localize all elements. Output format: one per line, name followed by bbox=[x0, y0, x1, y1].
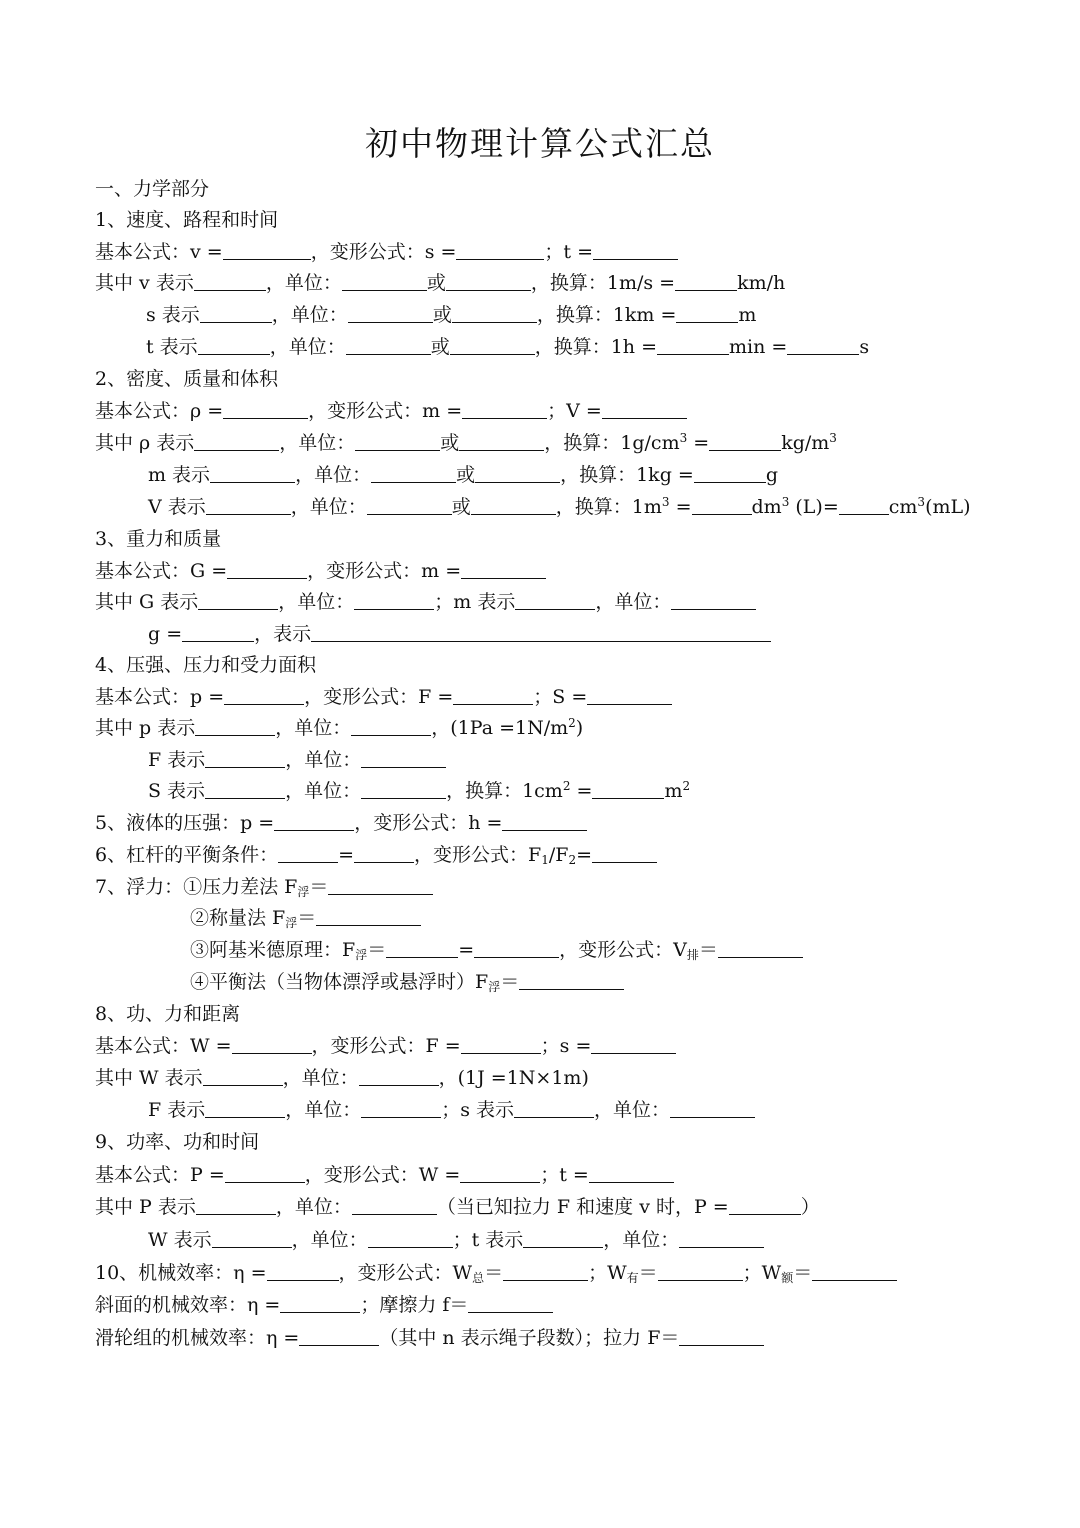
formula-text: 其中 G 表示 bbox=[95, 591, 199, 613]
formula-text: ，换算：1kg = bbox=[560, 464, 694, 486]
formula-line bbox=[148, 1225, 764, 1256]
formula-text: = bbox=[458, 939, 475, 961]
answer-blank[interactable] bbox=[355, 429, 440, 451]
formula-line bbox=[148, 776, 690, 807]
answer-blank[interactable] bbox=[587, 683, 672, 705]
formula-text: ；s = bbox=[540, 1035, 592, 1057]
formula-text: ；s 表示 bbox=[441, 1099, 515, 1121]
answer-blank[interactable] bbox=[593, 238, 678, 260]
answer-blank[interactable] bbox=[658, 1259, 743, 1281]
answer-blank[interactable] bbox=[461, 557, 546, 579]
formula-line bbox=[95, 999, 240, 1030]
formula-text: ，(1J =1N×1m) bbox=[438, 1067, 589, 1089]
superscript: 3 bbox=[917, 495, 926, 509]
superscript: 2 bbox=[682, 779, 691, 793]
formula-text: ，单位： bbox=[291, 1229, 368, 1251]
formula-line bbox=[95, 524, 221, 555]
formula-line bbox=[95, 650, 316, 681]
subscript: 浮 bbox=[355, 948, 368, 962]
answer-blank[interactable] bbox=[346, 333, 431, 355]
formula-text: 一、力学部分 bbox=[95, 178, 210, 200]
answer-blank[interactable] bbox=[679, 1324, 764, 1346]
formula-text: 或 bbox=[430, 336, 450, 358]
answer-blank[interactable] bbox=[361, 746, 446, 768]
formula-text: ) bbox=[575, 717, 584, 739]
answer-blank[interactable] bbox=[361, 777, 446, 799]
formula-text: ，单位： bbox=[290, 496, 367, 518]
formula-text: m bbox=[664, 780, 683, 802]
formula-text: kg/m bbox=[781, 432, 830, 454]
formula-text: ，(1Pa =1N/m bbox=[431, 717, 569, 739]
answer-blank[interactable] bbox=[450, 333, 535, 355]
answer-blank[interactable] bbox=[232, 1032, 312, 1054]
formula-text: cm bbox=[888, 496, 918, 518]
answer-blank[interactable] bbox=[342, 269, 427, 291]
answer-blank[interactable] bbox=[515, 588, 595, 610]
answer-blank[interactable] bbox=[456, 238, 544, 260]
formula-text: ；t 表示 bbox=[452, 1229, 524, 1251]
formula-line bbox=[148, 492, 971, 523]
formula-text: 其中 p 表示 bbox=[95, 717, 196, 739]
formula-text: dm bbox=[751, 496, 782, 518]
answer-blank[interactable] bbox=[203, 1064, 283, 1086]
formula-text: ③阿基米德原理：F bbox=[190, 939, 356, 961]
answer-blank[interactable] bbox=[352, 1193, 437, 1215]
subscript: 排 bbox=[686, 948, 699, 962]
formula-line bbox=[95, 1258, 897, 1289]
answer-blank[interactable] bbox=[351, 714, 431, 736]
answer-blank[interactable] bbox=[679, 1226, 764, 1248]
answer-blank[interactable] bbox=[475, 461, 560, 483]
formula-text: ＝ bbox=[484, 1262, 504, 1284]
formula-text: ，单位： bbox=[271, 304, 348, 326]
answer-blank[interactable] bbox=[354, 588, 434, 610]
answer-blank[interactable] bbox=[519, 968, 624, 990]
answer-blank[interactable] bbox=[471, 493, 556, 515]
formula-text: ；摩擦力 f＝ bbox=[360, 1294, 469, 1316]
formula-text: ，单位： bbox=[265, 272, 342, 294]
formula-text: = bbox=[576, 844, 592, 866]
answer-blank[interactable] bbox=[503, 1259, 588, 1281]
answer-blank[interactable] bbox=[328, 873, 433, 895]
subscript: 总 bbox=[472, 1271, 485, 1285]
formula-text: ；V = bbox=[547, 400, 602, 422]
subscript: 1 bbox=[541, 853, 549, 867]
answer-blank[interactable] bbox=[676, 301, 738, 323]
formula-text: g = bbox=[148, 623, 183, 645]
formula-text: t 表示 bbox=[146, 336, 198, 358]
answer-blank[interactable] bbox=[589, 1161, 674, 1183]
answer-blank[interactable] bbox=[468, 1291, 553, 1313]
formula-text: 其中 ρ 表示 bbox=[95, 432, 195, 454]
formula-text: ，换算：1g/cm bbox=[544, 432, 680, 454]
answer-blank[interactable] bbox=[474, 936, 559, 958]
answer-blank[interactable] bbox=[206, 493, 291, 515]
formula-text: ，换算：1km = bbox=[536, 304, 677, 326]
answer-blank[interactable] bbox=[194, 429, 279, 451]
formula-text: ，单位： bbox=[269, 336, 346, 358]
formula-line bbox=[95, 872, 433, 903]
formula-text: 8、功、力和距离 bbox=[95, 1003, 241, 1025]
formula-text: ，单位： bbox=[595, 591, 672, 613]
answer-blank[interactable] bbox=[223, 238, 311, 260]
formula-text: 9、功率、功和时间 bbox=[95, 1131, 260, 1153]
subscript: 额 bbox=[781, 1271, 794, 1285]
formula-text: ④平衡法（当物体漂浮或悬浮时）F bbox=[190, 971, 489, 993]
formula-text: (mL) bbox=[925, 496, 971, 518]
answer-blank[interactable] bbox=[194, 269, 266, 291]
answer-blank[interactable] bbox=[267, 1259, 339, 1281]
formula-text: 基本公式：p = bbox=[95, 686, 225, 708]
answer-blank[interactable] bbox=[459, 429, 544, 451]
answer-blank[interactable] bbox=[367, 493, 452, 515]
answer-blank[interactable] bbox=[692, 493, 752, 515]
superscript: 3 bbox=[829, 431, 837, 445]
formula-text: ，单位： bbox=[285, 1099, 362, 1121]
formula-line bbox=[95, 1160, 674, 1191]
formula-text: s bbox=[859, 336, 870, 358]
page-title: 初中物理计算公式汇总 bbox=[365, 124, 715, 163]
answer-blank[interactable] bbox=[729, 1193, 801, 1215]
formula-text: = bbox=[570, 780, 593, 802]
answer-blank[interactable] bbox=[224, 683, 304, 705]
formula-text: ，单位： bbox=[603, 1229, 680, 1251]
answer-blank[interactable] bbox=[205, 777, 285, 799]
answer-blank[interactable] bbox=[210, 461, 295, 483]
formula-text: ，换算：1m/s = bbox=[530, 272, 676, 294]
formula-text: ，单位： bbox=[285, 749, 362, 771]
formula-text: ＝ bbox=[367, 939, 387, 961]
answer-blank[interactable] bbox=[299, 1324, 379, 1346]
answer-blank[interactable] bbox=[452, 301, 537, 323]
formula-text: ，单位： bbox=[285, 780, 362, 802]
formula-text: ，变形公式：m = bbox=[307, 560, 462, 582]
formula-line bbox=[95, 808, 587, 839]
subscript: 浮 bbox=[488, 980, 501, 994]
superscript: 3 bbox=[781, 495, 790, 509]
answer-blank[interactable] bbox=[205, 1096, 285, 1118]
answer-blank[interactable] bbox=[602, 397, 687, 419]
formula-text: ＝ bbox=[638, 1262, 658, 1284]
formula-text: 其中 v 表示 bbox=[95, 272, 194, 294]
formula-line bbox=[148, 745, 446, 776]
formula-line bbox=[190, 967, 624, 998]
formula-line bbox=[148, 1095, 755, 1126]
formula-text: ，变形公式：V bbox=[559, 939, 687, 961]
formula-line bbox=[95, 1031, 676, 1062]
formula-text: ，换算：1cm bbox=[446, 780, 563, 802]
formula-text: ，单位： bbox=[282, 1067, 359, 1089]
formula-line bbox=[95, 428, 837, 459]
answer-blank[interactable] bbox=[460, 1161, 540, 1183]
formula-line bbox=[95, 237, 678, 268]
formula-text: F 表示 bbox=[148, 1099, 206, 1121]
formula-text: g bbox=[765, 464, 778, 486]
answer-blank[interactable] bbox=[523, 1226, 603, 1248]
answer-blank[interactable] bbox=[198, 333, 270, 355]
formula-line bbox=[95, 1192, 820, 1223]
formula-line bbox=[148, 460, 778, 491]
formula-text: ，变形公式：F = bbox=[311, 1035, 461, 1057]
answer-blank[interactable] bbox=[361, 1096, 441, 1118]
answer-blank[interactable] bbox=[670, 1096, 755, 1118]
formula-text: ，单位： bbox=[275, 717, 352, 739]
formula-text: (L)= bbox=[789, 496, 839, 518]
formula-text: ，换算：1h = bbox=[534, 336, 658, 358]
formula-text: ＝ bbox=[698, 939, 718, 961]
answer-blank[interactable] bbox=[453, 683, 533, 705]
formula-line bbox=[148, 619, 771, 650]
formula-text: ；t = bbox=[544, 241, 594, 263]
answer-blank[interactable] bbox=[195, 714, 275, 736]
formula-text: ，变形公式：m = bbox=[308, 400, 463, 422]
answer-blank[interactable] bbox=[227, 557, 307, 579]
subscript: 有 bbox=[626, 1271, 639, 1285]
superscript: 2 bbox=[568, 716, 576, 730]
formula-text: 5、液体的压强：p = bbox=[95, 812, 275, 834]
answer-blank[interactable] bbox=[348, 301, 433, 323]
formula-line bbox=[146, 300, 756, 331]
formula-text: ；W bbox=[742, 1262, 782, 1284]
formula-text: ；t = bbox=[540, 1164, 589, 1186]
formula-line bbox=[95, 682, 672, 713]
answer-blank[interactable] bbox=[278, 841, 338, 863]
formula-text: ＝ bbox=[500, 971, 520, 993]
formula-text: ＝ bbox=[309, 876, 329, 898]
formula-line bbox=[95, 268, 785, 299]
answer-blank[interactable] bbox=[359, 1064, 439, 1086]
answer-blank[interactable] bbox=[196, 1193, 276, 1215]
formula-line bbox=[95, 1290, 553, 1321]
formula-line bbox=[95, 1127, 259, 1158]
answer-blank[interactable] bbox=[787, 333, 859, 355]
formula-text: ，变形公式：h = bbox=[354, 812, 503, 834]
formula-text: 4、压强、压力和受力面积 bbox=[95, 654, 317, 676]
formula-text: ；S = bbox=[533, 686, 588, 708]
formula-text: = bbox=[687, 432, 710, 454]
formula-text: 或 bbox=[432, 304, 452, 326]
formula-text: 其中 W 表示 bbox=[95, 1067, 203, 1089]
formula-text: s 表示 bbox=[146, 304, 200, 326]
formula-text: 斜面的机械效率：η = bbox=[95, 1294, 281, 1316]
answer-blank[interactable] bbox=[354, 841, 414, 863]
formula-text: m bbox=[738, 304, 757, 326]
formula-text: （当已知拉力 F 和速度 v 时，P = bbox=[436, 1196, 729, 1218]
formula-text: /F bbox=[548, 844, 569, 866]
formula-text: 或 bbox=[426, 272, 446, 294]
answer-blank[interactable] bbox=[205, 746, 285, 768]
formula-text: ，表示 bbox=[254, 623, 312, 645]
answer-blank[interactable] bbox=[592, 841, 657, 863]
formula-text: ，单位： bbox=[594, 1099, 671, 1121]
formula-text: 基本公式：P = bbox=[95, 1164, 225, 1186]
formula-text: 基本公式：ρ = bbox=[95, 400, 224, 422]
answer-blank[interactable] bbox=[198, 588, 278, 610]
superscript: 2 bbox=[562, 779, 571, 793]
answer-blank[interactable] bbox=[592, 777, 664, 799]
answer-blank[interactable] bbox=[212, 1226, 292, 1248]
answer-blank[interactable] bbox=[675, 269, 737, 291]
answer-blank[interactable] bbox=[368, 1226, 453, 1248]
formula-line bbox=[146, 332, 869, 363]
formula-text: 1、速度、路程和时间 bbox=[95, 209, 279, 231]
answer-blank[interactable] bbox=[225, 1161, 305, 1183]
formula-text: ＝ bbox=[297, 907, 317, 929]
answer-blank[interactable] bbox=[182, 620, 254, 642]
formula-line bbox=[95, 396, 687, 427]
formula-text: 基本公式：v = bbox=[95, 241, 223, 263]
formula-text: km/h bbox=[737, 272, 786, 294]
formula-line bbox=[190, 903, 421, 934]
formula-text: （其中 n 表示绳子段数）；拉力 F＝ bbox=[379, 1327, 680, 1349]
answer-blank[interactable] bbox=[280, 1291, 360, 1313]
formula-text: ，单位： bbox=[279, 432, 356, 454]
formula-text: 基本公式：W = bbox=[95, 1035, 232, 1057]
subscript: 2 bbox=[568, 853, 577, 867]
formula-text: 其中 P 表示 bbox=[95, 1196, 196, 1218]
formula-line bbox=[95, 174, 209, 205]
formula-text: F 表示 bbox=[148, 749, 206, 771]
formula-text: ；W bbox=[588, 1262, 627, 1284]
formula-line bbox=[95, 205, 278, 236]
formula-text: ，单位： bbox=[295, 464, 372, 486]
formula-text: ，单位： bbox=[278, 591, 355, 613]
answer-blank[interactable] bbox=[839, 493, 889, 515]
formula-text: ＝ bbox=[793, 1262, 813, 1284]
superscript: 3 bbox=[661, 495, 670, 509]
formula-text: ②称量法 F bbox=[190, 907, 286, 929]
formula-text: ，换算：1m bbox=[555, 496, 662, 518]
formula-text: V 表示 bbox=[148, 496, 206, 518]
answer-blank[interactable] bbox=[371, 461, 456, 483]
answer-blank[interactable] bbox=[812, 1259, 897, 1281]
answer-blank[interactable] bbox=[223, 397, 308, 419]
formula-text: ；m 表示 bbox=[434, 591, 516, 613]
formula-line bbox=[95, 587, 756, 618]
subscript: 浮 bbox=[285, 916, 298, 930]
answer-blank[interactable] bbox=[591, 1032, 676, 1054]
formula-text: 6、杠杆的平衡条件： bbox=[95, 844, 279, 866]
formula-line bbox=[95, 713, 583, 744]
answer-blank[interactable] bbox=[386, 936, 458, 958]
formula-text: W 表示 bbox=[148, 1229, 212, 1251]
answer-blank[interactable] bbox=[462, 397, 547, 419]
answer-blank[interactable] bbox=[502, 809, 587, 831]
answer-blank[interactable] bbox=[461, 1032, 541, 1054]
formula-text: = bbox=[669, 496, 692, 518]
formula-line bbox=[190, 935, 803, 966]
formula-text: 或 bbox=[456, 464, 476, 486]
formula-text: 基本公式：G = bbox=[95, 560, 228, 582]
formula-text: 2、密度、质量和体积 bbox=[95, 368, 279, 390]
formula-line bbox=[95, 556, 546, 587]
subscript: 浮 bbox=[297, 885, 310, 899]
answer-blank[interactable] bbox=[274, 809, 354, 831]
formula-text: ） bbox=[800, 1196, 820, 1218]
answer-blank[interactable] bbox=[514, 1096, 594, 1118]
formula-text: ，变形公式：F = bbox=[304, 686, 454, 708]
formula-line bbox=[95, 1063, 589, 1094]
formula-text: ，变形公式：W bbox=[338, 1262, 473, 1284]
formula-text: ，变形公式：F bbox=[414, 844, 542, 866]
formula-text: min = bbox=[729, 336, 788, 358]
answer-blank[interactable] bbox=[671, 588, 756, 610]
answer-blank[interactable] bbox=[200, 301, 272, 323]
formula-text: = bbox=[338, 844, 355, 866]
formula-text: 3、重力和质量 bbox=[95, 528, 222, 550]
answer-blank[interactable] bbox=[709, 429, 781, 451]
formula-text: ，变形公式：W = bbox=[304, 1164, 461, 1186]
formula-line bbox=[95, 840, 657, 871]
formula-text: 或 bbox=[440, 432, 460, 454]
formula-line bbox=[95, 364, 278, 395]
answer-blank[interactable] bbox=[694, 461, 766, 483]
formula-text: S 表示 bbox=[148, 780, 206, 802]
formula-text: ，变形公式：s = bbox=[310, 241, 457, 263]
superscript: 3 bbox=[679, 431, 688, 445]
formula-text: m 表示 bbox=[148, 464, 211, 486]
formula-text: ，单位： bbox=[275, 1196, 352, 1218]
answer-blank[interactable] bbox=[311, 620, 771, 642]
answer-blank[interactable] bbox=[446, 269, 531, 291]
formula-text: 10、机械效率：η = bbox=[95, 1262, 267, 1284]
formula-text: 7、浮力：①压力差法 F bbox=[95, 876, 298, 898]
formula-text: 滑轮组的机械效率：η = bbox=[95, 1327, 300, 1349]
formula-line bbox=[95, 1323, 764, 1354]
formula-text: 或 bbox=[451, 496, 471, 518]
answer-blank[interactable] bbox=[718, 936, 803, 958]
answer-blank[interactable] bbox=[657, 333, 729, 355]
answer-blank[interactable] bbox=[316, 904, 421, 926]
